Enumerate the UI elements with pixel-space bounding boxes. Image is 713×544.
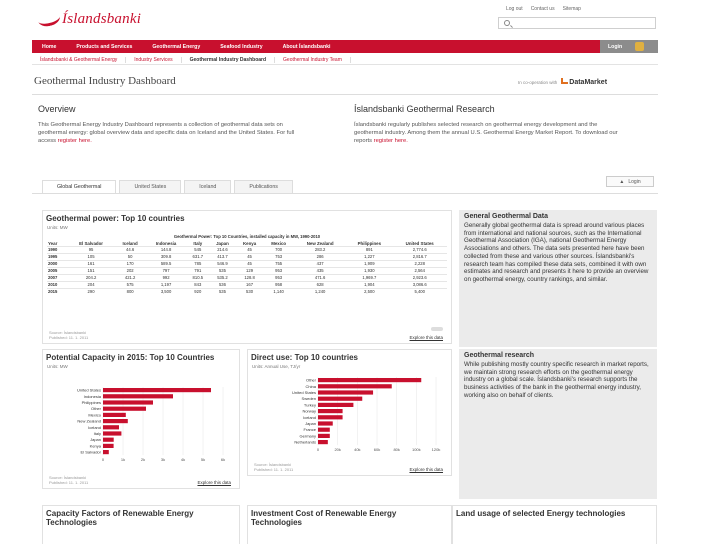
tab-us[interactable]: United States (119, 180, 181, 193)
bar (318, 409, 343, 413)
table-cell: 843 (186, 282, 209, 289)
direct-chart (248, 374, 451, 452)
table-row (47, 268, 447, 275)
bar (318, 440, 328, 444)
table-row (47, 282, 447, 289)
investment-panel (247, 505, 452, 544)
bar (103, 388, 211, 392)
table-cell: 1,140 (263, 289, 294, 296)
table-row (47, 254, 447, 261)
table-cell: 2010 (47, 282, 68, 289)
table-row (47, 247, 447, 254)
table-cell: 2,774.6 (392, 247, 447, 254)
table-column-header: Japan (216, 241, 229, 246)
datamarket-logo[interactable] (561, 78, 607, 86)
table-cell: 1990 (47, 247, 68, 254)
tab-publications[interactable]: Publications (234, 180, 293, 193)
table-cell: 2,923.6 (392, 275, 447, 282)
table-cell: 2,500 (346, 289, 392, 296)
direct-published: Published: 11. 1. 2011 (254, 467, 294, 472)
table-column-header: Italy (193, 241, 203, 246)
table-cell: 785 (186, 261, 209, 268)
explore-link[interactable]: Explore this data (409, 335, 443, 340)
table-cell: 170 (115, 261, 146, 268)
table-column-header: New Zealand (306, 241, 334, 246)
datamarket-icon (561, 78, 568, 84)
bar (103, 444, 114, 448)
table-cell: 1,930 (346, 268, 392, 275)
logo-swoosh-icon (37, 10, 62, 29)
table-cell: 5,400 (392, 289, 447, 296)
bar (103, 413, 126, 417)
table-cell: 167 (236, 282, 264, 289)
table-cell: 800 (115, 289, 146, 296)
table-column-header: Kenya (242, 241, 257, 246)
search-icon[interactable] (504, 20, 510, 26)
bar (318, 415, 343, 419)
table-cell: 44.6 (115, 247, 146, 254)
table-cell: 290 (68, 289, 115, 296)
table-cell: 421.2 (115, 275, 146, 282)
table-cell: 286 (294, 254, 346, 261)
nav-item-products[interactable]: Products and Services (76, 43, 133, 50)
x-tick-label: 0 (101, 457, 105, 463)
subnav-item[interactable]: Geothermal Industry Team (275, 57, 351, 63)
overview-text (38, 121, 308, 145)
table-cell: 530 (236, 289, 264, 296)
explore-link[interactable]: Explore this data (409, 467, 443, 472)
research-register-link[interactable]: register here. (373, 138, 408, 144)
table-cell: 1,227 (346, 254, 392, 261)
direct-units: Units: Annual Use, TJ/yr (252, 364, 301, 369)
research-text (354, 121, 624, 145)
table-cell: 755 (263, 261, 294, 268)
table-cell: 535 (209, 268, 236, 275)
table-column-header: Mexico (271, 241, 287, 246)
collab-note (518, 78, 607, 86)
table-cell: 1,904 (346, 282, 392, 289)
bar (318, 421, 333, 425)
table-cell: 45 (236, 261, 264, 268)
table-cell: 1,197 (146, 282, 187, 289)
table-cell: 575 (115, 282, 146, 289)
category-label: Other (90, 406, 101, 412)
table-cell: 545 (186, 247, 209, 254)
table-cell: 95 (68, 247, 115, 254)
logo-text: Íslandsbanki (62, 10, 142, 27)
category-label: United States (291, 390, 316, 395)
table-cell: 958 (263, 282, 294, 289)
table-cell: 992 (146, 275, 187, 282)
table-cell: 2,816.7 (392, 254, 447, 261)
collab-label: In co-operation with (518, 79, 558, 85)
bar (318, 428, 330, 432)
table-cell: 535 (209, 289, 236, 296)
direct-panel (247, 349, 452, 476)
table-cell: 628 (294, 282, 346, 289)
table-cell: 791 (186, 268, 209, 275)
x-tick-label: 2k (140, 457, 146, 463)
x-tick-label: 40k (354, 447, 361, 452)
bar (103, 394, 173, 398)
x-tick-label: 3k (160, 457, 166, 463)
direct-title: Direct use: Top 10 countries (251, 353, 358, 362)
research-box-text: While publishing mostly country specific research in market reports, we maintain strong research efforts on the geothermal energy industry on a global scale. Íslandsbanki's research supports the business activities of the bank in the geothermal energy industry, working also on behalf of clients. (464, 361, 649, 399)
table-cell: 105 (68, 254, 115, 261)
category-label: Italy (93, 431, 101, 436)
category-label: Iceland (303, 414, 316, 420)
top10-title: Geothermal power: Top 10 countries (46, 214, 185, 223)
main-nav (32, 40, 658, 53)
table-column-header: Year (48, 241, 58, 246)
right-margin (668, 0, 713, 544)
capacity-panel (42, 505, 240, 544)
table-cell: 1,969.7 (346, 275, 392, 282)
category-label: Mexico (88, 412, 101, 418)
bar (103, 400, 153, 404)
tab-underline (32, 193, 658, 194)
expand-handle[interactable] (431, 327, 443, 331)
category-label: Japan (305, 421, 316, 426)
bar (318, 390, 373, 394)
table-column-header: Indonesia (155, 241, 177, 246)
table-cell: 283.2 (294, 247, 346, 254)
potential-footer (49, 475, 88, 485)
bar (103, 450, 109, 454)
subnav-item[interactable]: Industry Services (126, 57, 181, 63)
category-label: Germany (299, 433, 316, 439)
table-column-header: United States (405, 241, 434, 246)
bar (318, 378, 421, 382)
x-tick-label: 100k (411, 447, 421, 452)
table-cell: 50 (115, 254, 146, 261)
login-small-button[interactable] (606, 176, 654, 187)
capacity-title: Capacity Factors of Renewable Energy Technologies (46, 509, 194, 527)
category-label: China (305, 383, 316, 389)
table-cell: 631.7 (186, 254, 209, 261)
overview-register-link[interactable]: register here. (57, 138, 92, 144)
category-label: Kenya (89, 443, 101, 449)
bar (318, 384, 392, 388)
explore-link[interactable]: Explore this data (197, 480, 231, 485)
x-tick-label: 5k (200, 457, 206, 463)
x-tick-label: 0 (316, 447, 320, 452)
lock-icon (635, 42, 644, 51)
table-cell: 810.5 (186, 275, 209, 282)
table-cell: 129 (236, 268, 264, 275)
research-body: Íslandsbanki regularly publishes selected research on geothermal energy development and the geothermal industry. Among them the annual U.S. Geothermal Energy Market Report. To download our reports (354, 122, 618, 144)
brand-logo[interactable] (38, 8, 141, 30)
page (28, 0, 668, 544)
category-label: Norway (302, 408, 316, 414)
category-label: Iceland (88, 424, 101, 430)
login-small-label: Login (628, 178, 641, 185)
general-data-box (459, 210, 657, 347)
top-link[interactable]: Sitemap (562, 6, 581, 12)
table-cell: 2015 (47, 289, 68, 296)
table-row (47, 275, 447, 282)
table-cell: 471.6 (294, 275, 346, 282)
top10-source: Source: Íslandsbanki (49, 330, 87, 335)
table-cell: 413.7 (209, 254, 236, 261)
table-cell: 2005 (47, 268, 68, 275)
table-cell: 953 (263, 275, 294, 282)
datamarket-text: DataMarket (569, 79, 608, 86)
direct-footer (254, 462, 293, 472)
x-tick-label: 120k (431, 447, 441, 452)
table-cell: 435 (294, 268, 346, 275)
top10-table (47, 241, 447, 295)
nav-item-home[interactable]: Home (42, 43, 57, 50)
table-cell: 700 (263, 247, 294, 254)
category-label: Other (305, 377, 316, 383)
table-cell: 309.8 (146, 254, 187, 261)
left-margin (0, 0, 28, 544)
table-cell: 1,909 (346, 261, 392, 268)
login-button[interactable] (600, 40, 658, 53)
potential-units: Units: MW (47, 364, 68, 369)
x-tick-label: 6k (220, 457, 226, 463)
table-cell: 204 (68, 282, 115, 289)
table-cell: 161 (68, 261, 115, 268)
up-arrow-icon: ▲ (619, 178, 625, 185)
table-row (47, 261, 447, 268)
nav-item-geothermal[interactable]: Geothermal Energy (152, 43, 201, 50)
top10-caption: Geothermal Power: Top 10 Countries, installed capacity in MW, 1990-2010 (173, 234, 321, 239)
category-label: United States (76, 387, 101, 393)
top-links (506, 6, 581, 12)
top10-footer (49, 330, 88, 340)
top10-published: Published: 11. 1. 2011 (49, 335, 89, 340)
table-cell: 202 (115, 268, 146, 275)
table-cell: 920 (186, 289, 209, 296)
direct-source: Source: Íslandsbanki (254, 462, 292, 467)
table-cell: 2,228 (392, 261, 447, 268)
table-cell: 2000 (47, 261, 68, 268)
category-label: Turkey (303, 402, 316, 408)
top-link[interactable]: Log out (506, 6, 523, 12)
table-cell: 536 (209, 282, 236, 289)
search-input[interactable] (498, 17, 656, 29)
investment-title: Investment Cost of Renewable Energy Technologies (251, 509, 397, 527)
potential-title: Potential Capacity in 2015: Top 10 Countries (46, 353, 215, 362)
bar (103, 438, 114, 442)
top10-units: Units: MW (47, 225, 68, 230)
category-label: New Zealand (77, 418, 101, 424)
table-cell: 3,086.6 (392, 282, 447, 289)
x-tick-label: 80k (393, 447, 400, 452)
table-cell: 2,564 (392, 268, 447, 275)
x-tick-label: 4k (180, 457, 186, 463)
category-label: France (303, 427, 316, 433)
table-column-header: El Salvador (79, 241, 104, 246)
x-tick-label: 1k (120, 457, 126, 463)
potential-chart (43, 384, 239, 464)
x-tick-label: 60k (373, 447, 381, 452)
category-label: Philippines (81, 400, 101, 405)
page-title: Geothermal Industry Dashboard (34, 75, 176, 87)
table-cell: 45 (236, 254, 264, 261)
nav-item-seafood[interactable]: Seafood Industry (220, 43, 263, 50)
bar (103, 431, 121, 435)
top-link[interactable]: Contact us (530, 6, 555, 12)
table-row (47, 289, 447, 296)
table-cell: 535.2 (209, 275, 236, 282)
overview-title: Overview (38, 104, 76, 114)
table-cell: 437 (294, 261, 346, 268)
table-body (47, 247, 447, 296)
category-label: El Salvador (80, 449, 101, 455)
table-cell: 204.2 (68, 275, 115, 282)
nav-item-about[interactable]: About Íslandsbanki (282, 43, 331, 50)
table-cell: 891 (346, 247, 392, 254)
divider (32, 94, 658, 95)
table-cell: 546.9 (209, 261, 236, 268)
category-label: Netherlands (294, 439, 316, 445)
bar (103, 425, 119, 429)
land-title: Land usage of selected Energy technologies (456, 509, 626, 518)
category-label: Sweden (301, 396, 316, 402)
bar (318, 403, 353, 407)
tab-global[interactable]: Global Geothermal (42, 180, 116, 193)
potential-source: Source: Íslandsbanki (49, 475, 87, 480)
table-cell: 1995 (47, 254, 68, 261)
table-cell: 3,500 (146, 289, 187, 296)
top10-panel (42, 210, 452, 344)
bar (103, 407, 146, 411)
general-title: General Geothermal Data (464, 213, 549, 220)
x-tick-label: 20k (334, 447, 341, 452)
overview-body: This Geothermal Energy Industry Dashboard represents a collection of geothermal data sets on geothermal energy: global overview data and specific data on Iceland and the United States. For full access (38, 122, 295, 144)
bar (318, 434, 330, 438)
table-cell: 1,240 (294, 289, 346, 296)
table-cell: 953 (263, 268, 294, 275)
sub-nav (32, 55, 658, 65)
category-label: Japan (90, 437, 101, 443)
table-cell: 797 (146, 268, 187, 275)
research-box (459, 349, 657, 499)
bar (318, 397, 362, 401)
potential-panel (42, 349, 240, 489)
table-cell: 214.6 (209, 247, 236, 254)
general-text: Generally global geothermal data is spread around various places from international and national sources, such as the International Geothermal Association (IGA), national Geothermal Energy Associations and others. The data sets presented here have been collected from these and various other sources. Íslandsbanki's research team has compiled these data sets, combined it with own estimates and research and presents it here to provide an overview on geothermal energy, country rankings, and similar. (464, 222, 649, 283)
login-label: Login (608, 43, 623, 50)
table-cell: 128.8 (236, 275, 264, 282)
research-title: Íslandsbanki Geothermal Research (354, 104, 495, 114)
table-cell: 589.5 (146, 261, 187, 268)
land-panel (452, 505, 657, 544)
category-label: Indonesia (83, 393, 101, 399)
potential-published: Published: 11. 1. 2011 (49, 480, 89, 485)
subnav-item-active[interactable]: Geothermal Industry Dashboard (182, 57, 275, 63)
table-cell: 2007 (47, 275, 68, 282)
tab-bar (42, 180, 296, 193)
tab-iceland[interactable]: Iceland (184, 180, 231, 193)
table-column-header: Philippines (357, 241, 382, 246)
subnav-item[interactable]: Íslandsbanki & Geothermal Energy (32, 57, 126, 63)
table-cell: 753 (263, 254, 294, 261)
bar (103, 419, 128, 423)
table-cell: 45 (236, 247, 264, 254)
research-box-title: Geothermal research (464, 352, 535, 359)
table-cell: 151 (68, 268, 115, 275)
table-column-header: Iceland (122, 241, 138, 246)
table-cell: 144.8 (146, 247, 187, 254)
